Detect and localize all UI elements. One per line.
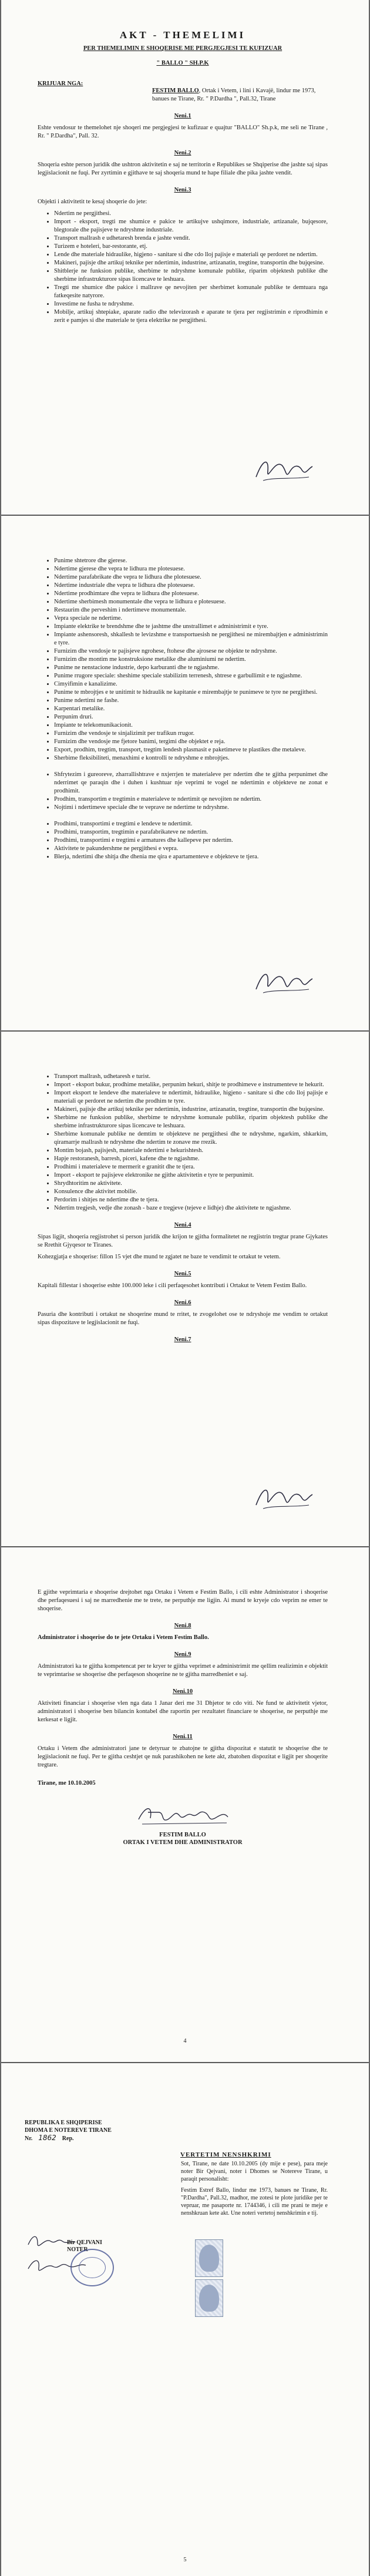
list-item: • Impiante te telekomunikacionit.: [54, 721, 328, 730]
list-item: • Ndertime gjerese dhe vepra te lidhura me plotesuese.: [54, 565, 328, 573]
notary-reference-rep: Rep.: [62, 2135, 74, 2142]
place-date: Tirane, me 10.10.2005: [38, 1780, 96, 1786]
founder-block: [152, 87, 328, 103]
list-item: • Turizem e hoteleri, bar-restorante, etj.: [54, 243, 328, 251]
list-item: • Punime ndertimi ne fashe.: [54, 697, 328, 705]
list-item: • Nojtimi i ndertimeve speciale dhe te veprave ne ndertime te ndryshme.: [54, 804, 328, 812]
list-item: • Punime ne nenstacione industrie, depo karburanti dhe te ngjashme.: [54, 664, 328, 672]
notary-header-line-1: REPUBLIKA E SHQIPERISE: [25, 2120, 102, 2126]
list-item: • Ndertime prodhimtare dhe vepra te lidhura dhe plotesuese.: [54, 590, 328, 598]
article-9-title: Neni.9: [174, 1651, 191, 1658]
list-item: • Punime te mbrojtjes e te unitimit te hidraulik ne kapitanie e mirembajtje te punimeve te tyre ne pergjithesi.: [54, 688, 328, 697]
list-item: • Transport mallrash e udhetaresh brenda e jashte vendit.: [54, 234, 328, 243]
list-item: • Import - eksport te pajisjeve elektronike ne gjithe aktivitetin e tyre te perpunimit.: [54, 1171, 328, 1180]
handwritten-signature: [251, 454, 316, 489]
list-item: • Konsulence dhe aktivitet mobilie.: [54, 1188, 328, 1196]
activity-list-2b: [38, 766, 328, 812]
list-item: • Ndertime industriale dhe vepra te lidhura dhe plotesuese.: [54, 582, 328, 590]
revenue-stamp: [195, 2279, 223, 2317]
article-2-title: Neni.2: [174, 150, 191, 156]
list-item: • Sherbime fleksibiliteti, menaxhimi e kontrolli te ndryshme e mbrojtjes.: [54, 754, 328, 763]
activity-list-3: [38, 1032, 328, 1213]
article-7-text: E gjithe veprimtaria e shoqerise drejtohet nga Ortaku i Vetem e Festim Ballo, i cili eshte Administrator i shoqerise dhe perfaqesuesi i saj ne marredhenie me te trete, ne perputhje me ligjin. Ai mund te kryeje cdo veprim ne emer te shoqerise.: [38, 1589, 328, 1612]
list-item: • Transport mallrash, udhetaresh e turist.: [54, 1073, 328, 1081]
list-item: • Ndertime parafabrikate dhe vepra te lidhura dhe plotesuese.: [54, 573, 328, 582]
notary-name: Bir QEJVANI: [67, 2239, 102, 2246]
article-11-text: Ortaku i Vetem dhe administratori jane te detyruar te zbatojne te gjitha dispozitat e statutit te shoqerise dhe te legjislacionit ne fuqi. Per te gjitha ceshtjet qe nuk parashikohen ne kete akt, zbatohen dispozitat e ligjit per shoqerite tregtare.: [38, 1745, 328, 1768]
document-page-3: [1, 1032, 369, 1546]
list-item: • Punime shtetrore dhe gjerese.: [54, 557, 328, 565]
activity-list-2: [38, 516, 328, 763]
list-item: • Cimyifimin e kanalizime.: [54, 680, 328, 688]
article-4-title: Neni.4: [174, 1222, 191, 1228]
document-page-4: [1, 1547, 369, 2062]
signer-role: ORTAK I VETEM DHE ADMINISTRATOR: [123, 1839, 243, 1846]
list-item: • Ndertim ne pergjithesi.: [54, 210, 328, 218]
document-page-5: [1, 2063, 369, 2576]
closing-signature-block: [38, 1802, 328, 1832]
notary-paragraph-2: Festim Estref Ballo, lindur me 1973, banues ne Tirane, Rr. "P.Dardha", Pall.32, madhor, me zotesi te plote juridike per te vepruar, me pasaporte nr. 1744346, i cili me prani te meje e nenshkruan kete akt. Une noteri vertetoj nenshkrimin e tij.: [181, 2187, 328, 2216]
handwritten-signature: [251, 966, 316, 1001]
list-item: • Prodhimi i materialeve te mermerit e granitit dhe te tjera.: [54, 1163, 328, 1171]
article-3-title: Neni.3: [174, 187, 191, 193]
document-page-1: [1, 0, 369, 515]
list-item: • Ndertim tregjesh, vedje dhe zonash - baze e tregjeve (tejeve e lidhje) dhe aktivitete te ngjashme.: [54, 1204, 328, 1213]
notary-body: [181, 2160, 328, 2217]
article-6-title: Neni.6: [174, 1299, 191, 1306]
article-3-intro: Objekti i aktivitetit te kesaj shoqerie do jete:: [38, 199, 147, 205]
list-item: • Furnizim dhe vendosje me fjetore banimi, tergimi dhe objektet e reja.: [54, 738, 328, 746]
list-item: • Sherbime ne funksion publike, sherbime te ndryshme komunale publike, riparim objektesh publike dhe sherbime infrastrukturore sipas licencave te leshuara.: [54, 1114, 328, 1130]
list-item: • Shfrytezim i gureoreve, zharrallishtrave e nxjerrjen te materialeve per ndertim dhe te gjitha perpunimet dhe nderrimet qe paraqin dhe i duhen i kushtuar nje veprimi te vogel ne ndertimin e objekteve ne zonat e prodhimit.: [54, 771, 328, 795]
article-5-title: Neni.5: [174, 1271, 191, 1277]
notary-paragraph-1: Sot, Tirane, ne date 10.10.2005 (dy mije e pese), para meje noter Bir Qejvani, noter i Dhomes se Notereve Tirane, u paraqit personalisht:: [181, 2161, 328, 2182]
list-item: • Import eksport te lendeve dhe materialeve te ndertimit, hidraulike, higjeno - sanitare si dhe cdo lloj pajisje e materiali qe perdoret ne ndertim dhe prodhim te tyre.: [54, 1089, 328, 1106]
document-page-2: [1, 516, 369, 1030]
founder-name: FESTIM BALLO: [152, 88, 199, 94]
article-10-text: Aktiviteti financiar i shoqerise vlen nga data 1 Janar deri me 31 Dhjetor te cdo viti. Ne fund te aktivitetit vjetor, administratori i shoqerise ben bilancin kontabel dhe raportin per rezultatet financiare te shoqerise, ne perputhje me kerkesat e ligjit.: [38, 1700, 328, 1723]
article-4-text-2: Kohezgjatja e shoqerise: fillon 15 vjet dhe mund te zgjatet ne baze te vendimit te ortakut te vetem.: [38, 1254, 281, 1260]
notary-reference: [25, 2134, 328, 2142]
handwritten-signature: [133, 1802, 233, 1829]
document-subtitle: PER THEMELIMIN E SHOQERISE ME PERGJEGJESI TE KUFIZUAR: [83, 45, 282, 52]
list-item: • Import - eksport, tregti me shumice e pakice te artikujve ushqimore, industriale, artizanale, bujqesore, blegtorale dhe pajisjeve te ndryshme industriale.: [54, 218, 328, 234]
list-item: • Lende dhe materiale hidraulike, higjeno - sanitare si dhe cdo lloj pajisje e materiali qe perdoret ne ndertim.: [54, 251, 328, 259]
list-item: • Blerja, ndertimi dhe shitja dhe dhenia me qira e apartamenteve e objekteve te tjera.: [54, 853, 328, 861]
revenue-stamp: [195, 2239, 223, 2277]
notary-title: VERTETIM NENSHKRIMI: [180, 2151, 271, 2158]
article-8-title: Neni.8: [174, 1623, 191, 1629]
notary-reference-label: Nr.: [25, 2135, 33, 2142]
notary-reference-number: 1862: [38, 2134, 56, 2142]
article-11-title: Neni.11: [173, 1734, 193, 1740]
page-number: 5: [183, 2557, 187, 2563]
list-item: • Sherbime komunale publike ne demtim te objekteve ne pergjithesi dhe te ndryshme, ngarkim, shkarkim, qiramarrje mallrash te ndryshme dhe ndertim te zonave me rrezik.: [54, 1130, 328, 1147]
list-item: • Furnizim dhe vendosje te sinjalizimit per trafikun rrugor.: [54, 730, 328, 738]
activity-list-2c: [38, 815, 328, 861]
article-8-text: Administrator i shoqerise do te jete Ortaku i Vetem Festim Ballo.: [38, 1634, 209, 1641]
list-item: • Makineri, pajisje dhe artikuj teknike per ndertimin, industrine, artizanatin, tregtine, transportin dhe bujqesine.: [54, 1106, 328, 1114]
article-4-text: Sipas ligjit, shoqeria regjistrohet si person juridik dhe krijon te gjitha formalitetet ne regjistrin tregtar prane Gjykates se Rrethit Gjyqesor te Tiranes.: [38, 1234, 328, 1248]
article-10-title: Neni.10: [172, 1688, 193, 1695]
list-item: • Impiante ashensoresh, shkallesh te levizshme e transportuesish ne pergjithesi ne mirembajtjen e administrimin e tyre.: [54, 631, 328, 647]
page-number: 4: [183, 2038, 187, 2044]
list-item: • Tregti me shumice dhe pakice i mallrave qe nevojiten per sherbimet komunale publike te demtuara nga fatkeqesite natyrore.: [54, 284, 328, 300]
founder-line-1: , Ortak i Vetem, i lini i Kavajë, lindur me 1973,: [199, 88, 316, 94]
list-item: • Makineri, pajisje dhe artikuj teknike per ndertimin, industrine, artizanatin, tregtine, transportin dhe bujqesine.: [54, 259, 328, 267]
document-title: AKT - THEMELIMI: [119, 29, 246, 41]
list-item: • Aktivitete te pakundershme ne pergjithesi e vepra.: [54, 845, 328, 853]
list-item: • Karpentari metalike.: [54, 705, 328, 713]
article-5-text: Kapitali fillestar i shoqerise eshte 100.000 leke i cili perfaqesohet kontributi i Ortakut te Vetem Festim Ballo.: [38, 1282, 307, 1289]
article-6-text: Pasuria dhe kontributi i ortakut ne shoqerine mund te rritet, te zvogelohet ose te ndryshoje me vendim te ortakut sipas dispozitave te legjislacionit ne fuqi.: [38, 1311, 328, 1326]
article-9-text: Administratori ka te gjitha kompetencat per te kryer te gjitha veprimet e administrimit me qellim realizimin e objektit te veprimtarise se shoqerise dhe perfaqeson shoqerine ne te gjitha marredheniet e saj.: [38, 1663, 328, 1678]
article-7-title: Neni.7: [174, 1336, 191, 1343]
article-1-title: Neni.1: [174, 113, 191, 119]
article-2-text: Shoqeria eshte person juridik dhe ushtron aktivitetin e saj ne territorin e Republikes se Shqiperise dhe jashte saj sipas legjislacionit ne fuqi. Per zyrtimin e gjithave te saj shoqeria mund te hape filiale dhe pika jashte vendit.: [38, 162, 328, 176]
list-item: • Perdorim i shitjes ne ndertime dhe te tjera.: [54, 1196, 328, 1204]
article-1-text: Eshte vendosur te themelohet nje shoqeri me pergjegjesi te kufizuar e quajtur "BALLO" Sh.p.k, me seli ne Tirane , Rr. " P.Dardha", Pall. 32.: [38, 125, 328, 139]
list-item: • Prodhimi, transportimi e tregtimi e armatures dhe kallepeve per ndertim.: [54, 837, 328, 845]
activity-list-1: [38, 210, 328, 325]
list-item: • Furnizim dhe vendosje te pajisjeve ngrohese, ftohese dhe ajrosese ne objekte te ndryshme.: [54, 647, 328, 656]
notary-role: NOTER: [67, 2246, 88, 2253]
list-item: • Shitblerje ne funksion publike, sherbime te ndryshme komunale publike, riparim objektesh publike dhe sherbime infrastrukturore sipas licencave te leshuara.: [54, 267, 328, 284]
list-item: • Perpunim druri.: [54, 713, 328, 721]
founders-label: KRIJUAR NGA:: [38, 80, 83, 87]
list-item: • Prodhimi, transportimi e tregtimi e lendeve te ndertimit.: [54, 820, 328, 828]
list-item: • Montim bojash, pajisjesh, materiale ndertimi e hekurishtesh.: [54, 1147, 328, 1155]
list-item: • Ndertime sherbimesh monumentale dhe vepra te lidhura e plotesuese.: [54, 598, 328, 606]
list-item: • Impiante elektrike te brendshme dhe te jashtme dhe unstrallimet e administrimit e tyre.: [54, 623, 328, 631]
notary-seal-stamp: [70, 2249, 114, 2286]
founder-line-2: banues ne Tirane, Rr. " P.Dardha ", Pall.32, Tirane: [152, 96, 276, 102]
list-item: • Prodhim, transportim e tregtimin e materialeve te ndertimit qe nevojiten ne ndertim.: [54, 795, 328, 804]
company-name: " BALLO " SH.P.K: [156, 60, 209, 66]
list-item: • Restaurim dhe perveshim i ndertimeve monumentale.: [54, 606, 328, 614]
list-item: • Hapje restoranesh, barresh, piceri, kafene dhe te ngjashme.: [54, 1155, 328, 1163]
notary-header: [25, 2119, 328, 2142]
list-item: • Prodhimi, transportim, tregtimin e parafabrikateve ne ndertim.: [54, 828, 328, 837]
handwritten-signature: [251, 1482, 316, 1517]
list-item: • Shrydhtoritim ne aktivitete.: [54, 1180, 328, 1188]
list-item: • Import - eksport bukur, prodhime metalike, perpunim hekuri, shitje te prodhimeve e instrumenteve te hekurit.: [54, 1081, 328, 1089]
list-item: • Punime rrugore speciale: sheshime speciale stabilizim terrenesh, shtrese e garbullimit e te ngjashme.: [54, 672, 328, 680]
list-item: • Mobilje, artikuj shtepiake, aparate radio dhe televizorash e aparate te tjera per regjistrimin e riprodhimin e zerit e pamjes si dhe materiale te tjera elektrike ne pergjithesi.: [54, 308, 328, 325]
list-item: • Vepra speciale ne ndertime.: [54, 614, 328, 623]
list-item: • Furnizim dhe montim me konstruksione metalike dhe aluminiumi ne ndertim.: [54, 656, 328, 664]
notary-header-line-2: DHOMA E NOTEREVE TIRANE: [25, 2127, 112, 2134]
signer-name: FESTIM BALLO: [159, 1832, 206, 1838]
list-item: • Investime ne fusha te ndryshme.: [54, 300, 328, 308]
list-item: • Export, prodhim, tregtim, transport, tregtim lendesh plasmasit e paketimeve te plastikes dhe metaleve.: [54, 746, 328, 754]
